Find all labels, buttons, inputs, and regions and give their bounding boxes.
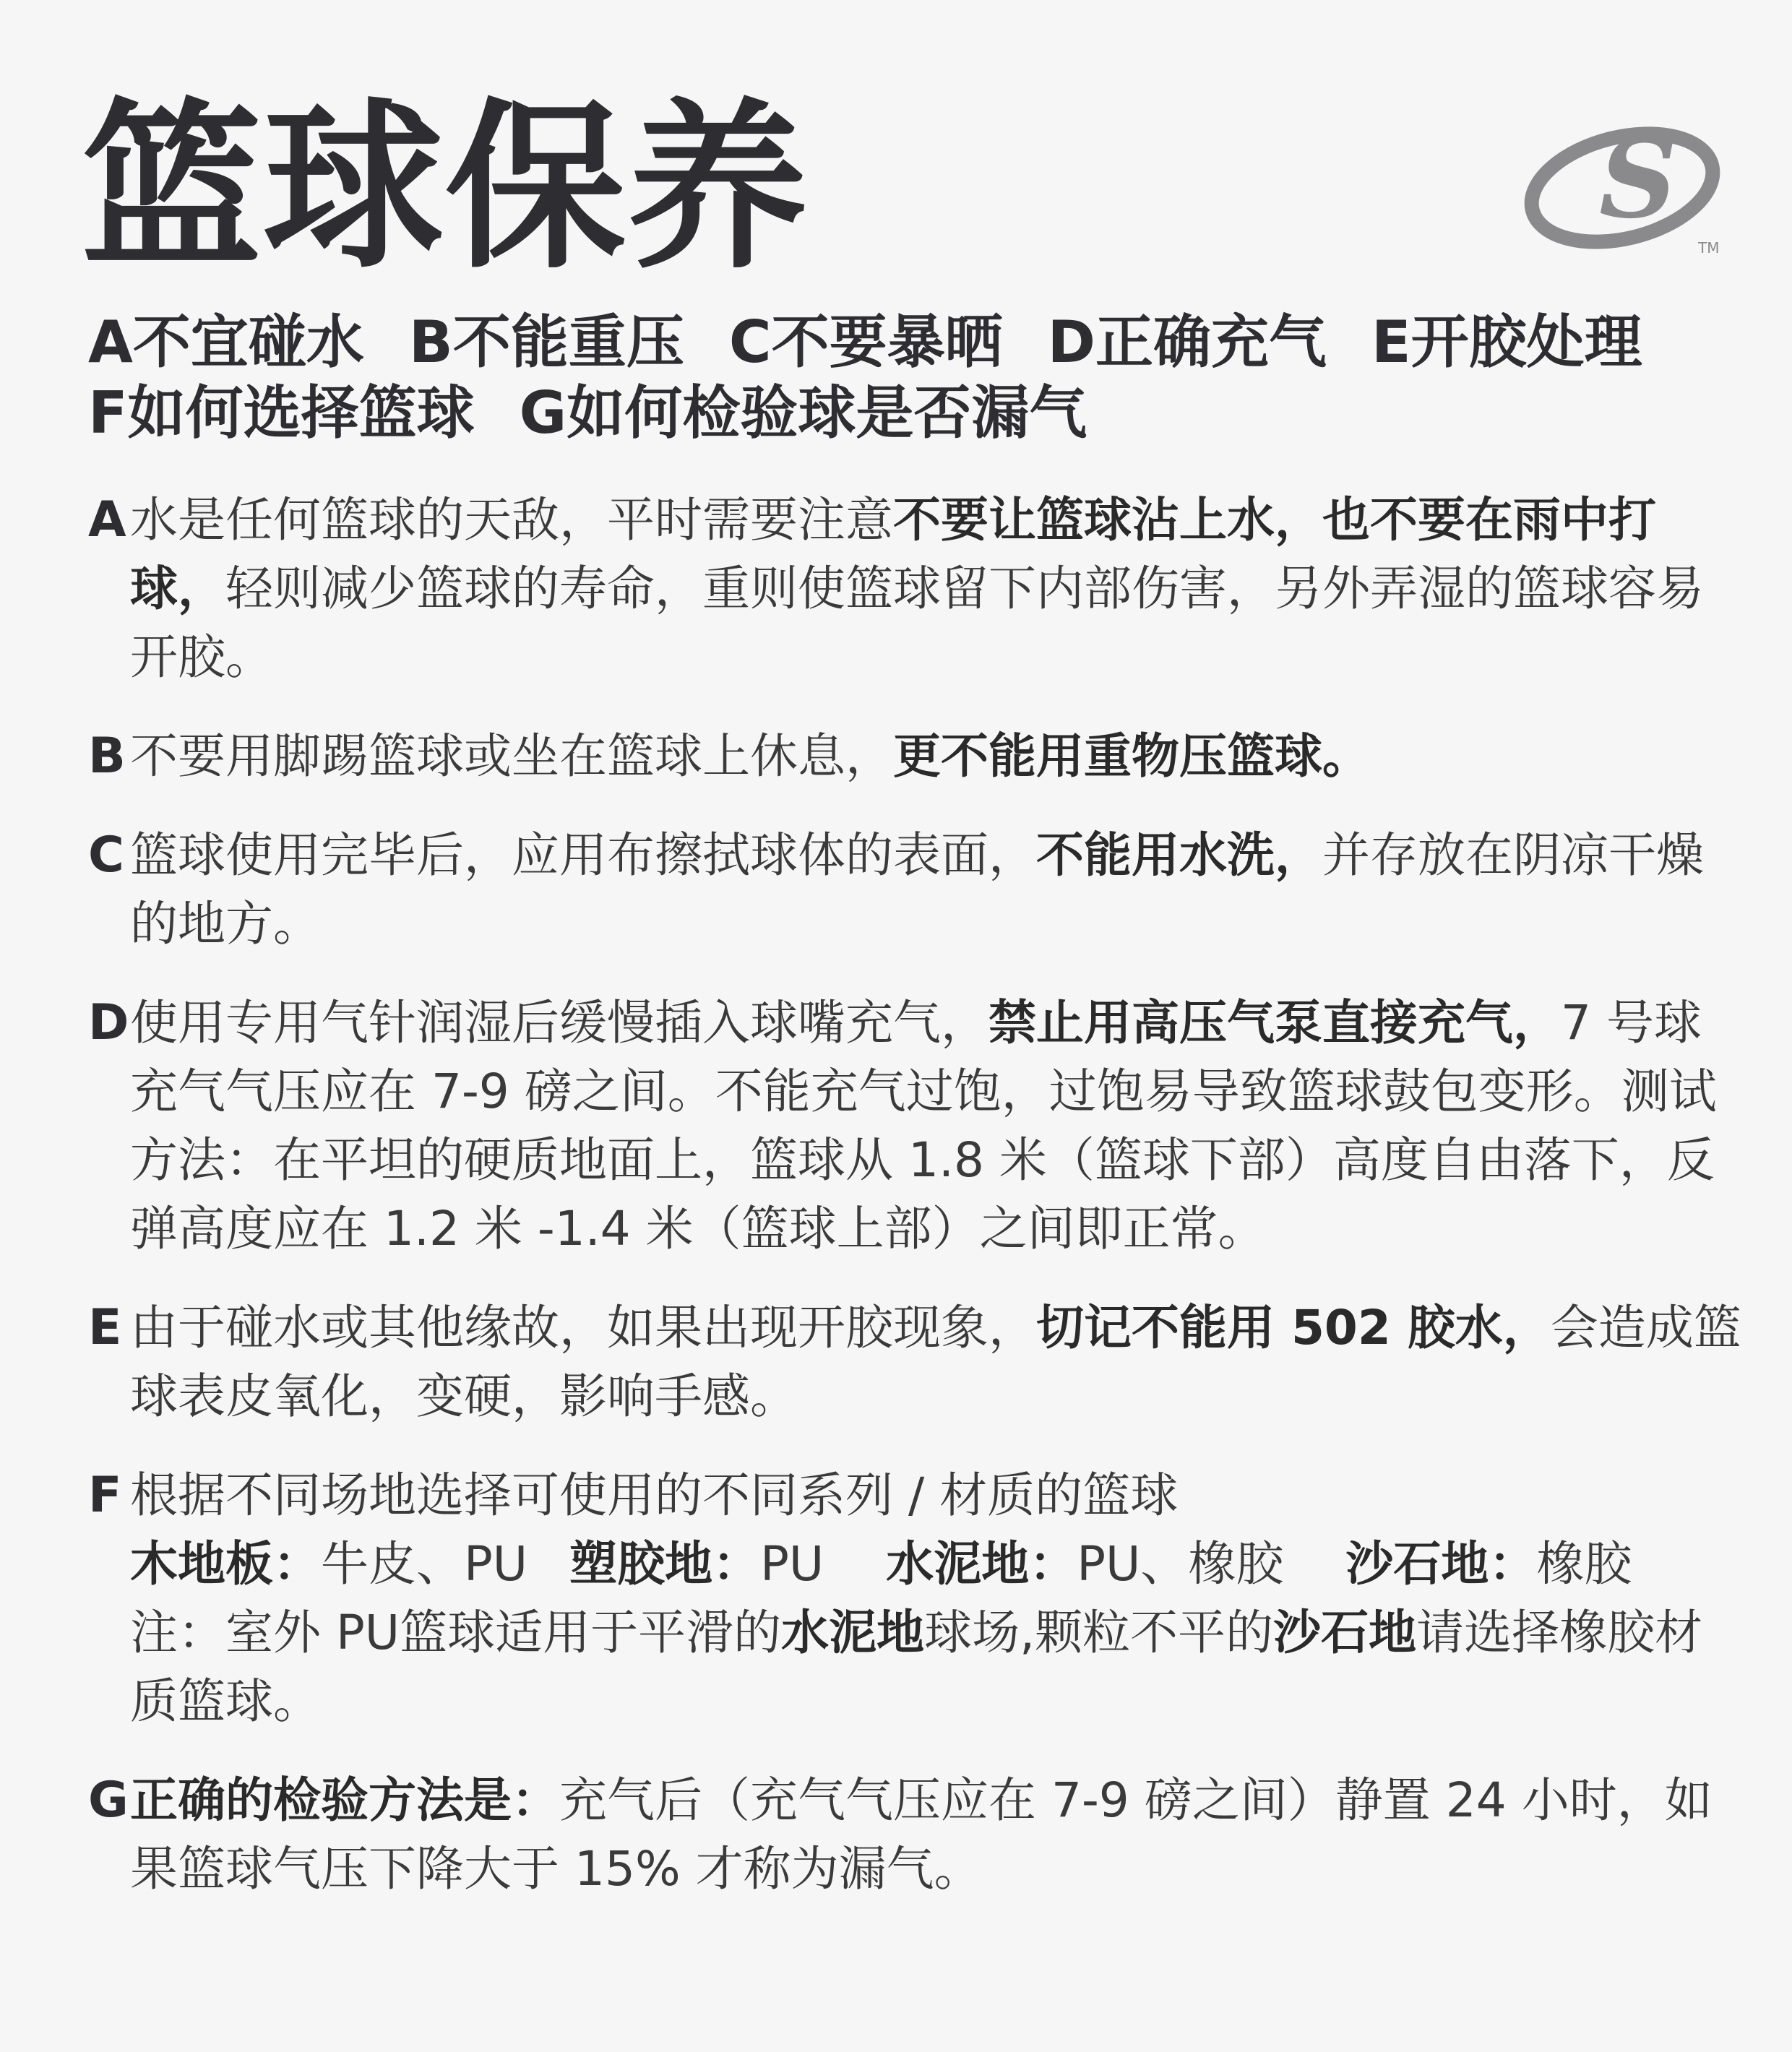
text: 请选择橡胶材质篮球。 <box>130 1605 1703 1729</box>
bold-text: 禁止用高压气泵直接充气， <box>988 995 1561 1051</box>
section-d <box>88 988 1743 1263</box>
section-letter: A <box>88 491 126 548</box>
court-value-plastic: PU <box>760 1536 824 1592</box>
bold-text: 水泥地 <box>781 1605 925 1660</box>
text: 不要用脚踢篮球或坐在篮球上休息， <box>130 728 893 784</box>
text: 篮球使用完毕后，应用布擦拭球体的表面， <box>130 827 1036 883</box>
bold-text: 沙石地 <box>1273 1605 1417 1660</box>
court-value-wood: 牛皮、PU <box>321 1536 528 1592</box>
section-letter: B <box>88 728 126 785</box>
bold-text: 不要让篮球沾上水，也不要在雨中打球， <box>130 492 1656 616</box>
court-label-plastic: 塑胶地： <box>569 1536 761 1592</box>
court-label-cement: 水泥地： <box>886 1536 1077 1592</box>
text: 轻则减少篮球的寿命，重则使篮球留下内部伤害，另外弄湿的篮球容易开胶。 <box>130 561 1704 685</box>
section-g <box>88 1766 1743 1903</box>
section-text <box>130 722 1743 790</box>
section-letter: F <box>88 1467 122 1524</box>
text: 由于碰水或其他缘故，如果出现开胶现象， <box>130 1300 1036 1355</box>
section-a <box>88 486 1743 691</box>
text: 球场,颗粒不平的 <box>924 1605 1274 1660</box>
court-label-wood: 木地板： <box>130 1536 321 1592</box>
text: 会造成篮球表皮氧化，变硬，影响手感。 <box>130 1300 1741 1424</box>
s-swoosh-logo-icon <box>1514 108 1731 260</box>
section-letter: E <box>88 1299 122 1356</box>
topic-b: B不能重压 <box>408 309 684 376</box>
topic-row-2 <box>88 378 1743 449</box>
section-note <box>130 1598 1743 1736</box>
logo-tm: TM <box>1698 239 1720 256</box>
court-label-sand: 沙石地： <box>1345 1536 1537 1592</box>
court-value-sand: 橡胶 <box>1536 1536 1632 1592</box>
topic-e: E开胶处理 <box>1371 309 1642 376</box>
logo-letter: S <box>1599 116 1678 243</box>
section-b <box>88 722 1743 790</box>
topic-d: D正确充气 <box>1047 309 1327 376</box>
bold-text: 不能用水洗， <box>1036 827 1322 883</box>
section-e <box>88 1293 1743 1431</box>
text: 充气后（充气气压应在 7-9 磅之间）静置 24 小时，如果篮球气压下降大于 15% 才称为漏气。 <box>130 1772 1713 1897</box>
bold-text: 正确的检验方法是： <box>130 1772 559 1828</box>
topic-a: A不宜碰水 <box>88 309 364 376</box>
section-text <box>130 1293 1743 1431</box>
bold-text: 切记不能用 502 胶水， <box>1036 1300 1551 1355</box>
bold-text: 更不能用重物压篮球。 <box>893 728 1370 784</box>
section-letter: C <box>88 827 124 884</box>
text: 并存放在阴凉干燥的地方。 <box>130 827 1704 952</box>
court-value-cement: PU、橡胶 <box>1077 1536 1284 1592</box>
topic-row-1 <box>88 307 1743 378</box>
topic-g: G如何检验球是否漏气 <box>519 379 1087 447</box>
section-text <box>130 821 1743 958</box>
section-c <box>88 821 1743 958</box>
text: 注：室外 PU篮球适用于平滑的 <box>130 1605 782 1660</box>
court-types <box>130 1530 1743 1598</box>
topic-c: C不要暴晒 <box>728 309 1003 376</box>
text: 7 号球充气气压应在 7-9 磅之间。不能充气过饱，过饱易导致篮球鼓包变形。测试方法：在平坦的硬质地面上，篮球从 1.8 米（篮球下部）高度自由落下，反弹高度应在 1.2 米 -1.4 米（篮球上部）之间即正常。 <box>130 995 1717 1256</box>
text: 使用专用气针润湿后缓慢插入球嘴充气， <box>130 995 988 1051</box>
section-letter: G <box>88 1772 129 1829</box>
section-f <box>88 1461 1743 1736</box>
sections <box>88 486 1743 1934</box>
text: 水是任何篮球的天敌，平时需要注意 <box>130 492 893 548</box>
topic-index <box>88 307 1743 449</box>
page-title: 篮球保养 <box>81 82 809 293</box>
section-text <box>130 486 1743 691</box>
section-text <box>130 1766 1743 1903</box>
topic-f: F如何选择篮球 <box>88 379 475 447</box>
section-text <box>130 988 1743 1263</box>
section-intro: 根据不同场地选择可使用的不同系列 / 材质的篮球 <box>130 1467 1179 1523</box>
section-letter: D <box>88 994 129 1051</box>
